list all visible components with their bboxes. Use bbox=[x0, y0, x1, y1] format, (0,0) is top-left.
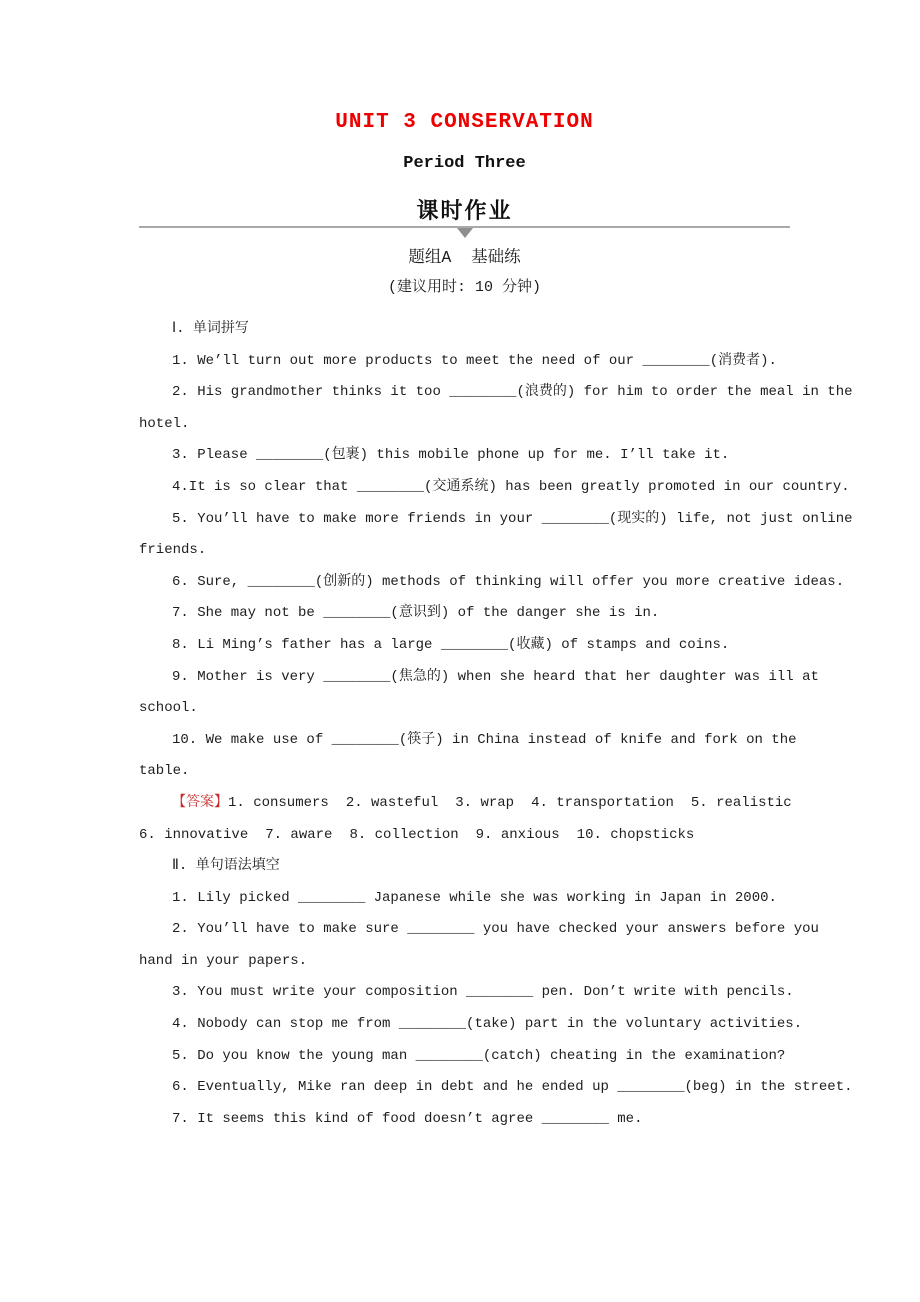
answer-item: 6. innovative bbox=[139, 826, 249, 843]
answer-item: 8. collection bbox=[349, 826, 459, 843]
exercise-item: 1. We’ll turn out more products to meet the need of our ________(消费者). bbox=[172, 352, 777, 369]
answer-item: 10. chopsticks bbox=[576, 826, 695, 843]
exercise-item: 7. She may not be ________(意识到) of the danger she is in. bbox=[172, 605, 660, 622]
homework-title-rule bbox=[139, 199, 790, 228]
exercise-item: 4. Nobody can stop me from ________(take) part in the voluntary activities. bbox=[172, 1016, 803, 1033]
time-hint: (建议用时: 10 分钟) bbox=[387, 279, 541, 296]
exercise-item: 8. Li Ming’s father has a large ________(收藏) of stamps and coins. bbox=[172, 636, 730, 653]
worksheet-header bbox=[139, 0, 790, 298]
answer-label: 【答案】 bbox=[172, 794, 228, 811]
exercise-item: 6. Eventually, Mike ran deep in debt and he ended up ________(beg) in the street. bbox=[172, 1079, 853, 1096]
exercise-item: 3. Please ________(包裹) this mobile phone up for me. I’ll take it. bbox=[172, 447, 730, 464]
worksheet-body bbox=[139, 314, 861, 1135]
answer-item: 2. wasteful bbox=[345, 794, 439, 811]
exercise-item: 3. You must write your composition ________ pen. Don’t write with pencils. bbox=[172, 984, 794, 1001]
homework-title: 课时作业 bbox=[416, 200, 513, 225]
exercise-item: 5. Do you know the young man ________(catch) cheating in the examination? bbox=[172, 1047, 786, 1064]
answers-line bbox=[139, 788, 855, 851]
down-triangle-icon bbox=[457, 228, 473, 238]
answer-item: 7. aware bbox=[265, 826, 333, 843]
answer-item: 4. transportation bbox=[531, 794, 674, 811]
unit-title: UNIT 3 CONSERVATION bbox=[335, 111, 594, 134]
period-title: Period Three bbox=[403, 154, 526, 173]
exercise-item: 6. Sure, ________(创新的) methods of thinking will offer you more creative ideas. bbox=[172, 573, 845, 590]
answer-item: 3. wrap bbox=[455, 794, 515, 811]
section2-heading: Ⅱ. 单句语法填空 bbox=[172, 858, 280, 875]
section1-heading: Ⅰ. 单词拼写 bbox=[172, 321, 249, 337]
exercise-item: 7. It seems this kind of food doesn’t agree ________ me. bbox=[172, 1110, 643, 1127]
group-label: 题组A 基础练 bbox=[408, 248, 521, 267]
exercise-item: 2. You’ll have to make sure ________ you have checked your answers before you hand in your papers. bbox=[139, 921, 828, 969]
exercise-item: 10. We make use of ________(筷子) in China instead of knife and fork on the table. bbox=[139, 731, 805, 780]
answer-item: 5. realistic bbox=[690, 794, 792, 811]
exercise-item: 1. Lily picked ________ Japanese while she was working in Japan in 2000. bbox=[172, 889, 777, 906]
exercise-item: 5. You’ll have to make more friends in your ________(现实的) life, not just online friends. bbox=[139, 510, 861, 559]
exercise-item: 2. His grandmother thinks it too ________(浪费的) for him to order the meal in the hotel. bbox=[139, 384, 861, 432]
answer-item: 1. consumers bbox=[228, 794, 329, 811]
exercise-item: 9. Mother is very ________(焦急的) when she heard that her daughter was ill at school. bbox=[139, 668, 828, 717]
exercise-item: 4.It is so clear that ________(交通系统) has been greatly promoted in our country. bbox=[172, 478, 850, 495]
answer-item: 9. anxious bbox=[475, 826, 560, 843]
